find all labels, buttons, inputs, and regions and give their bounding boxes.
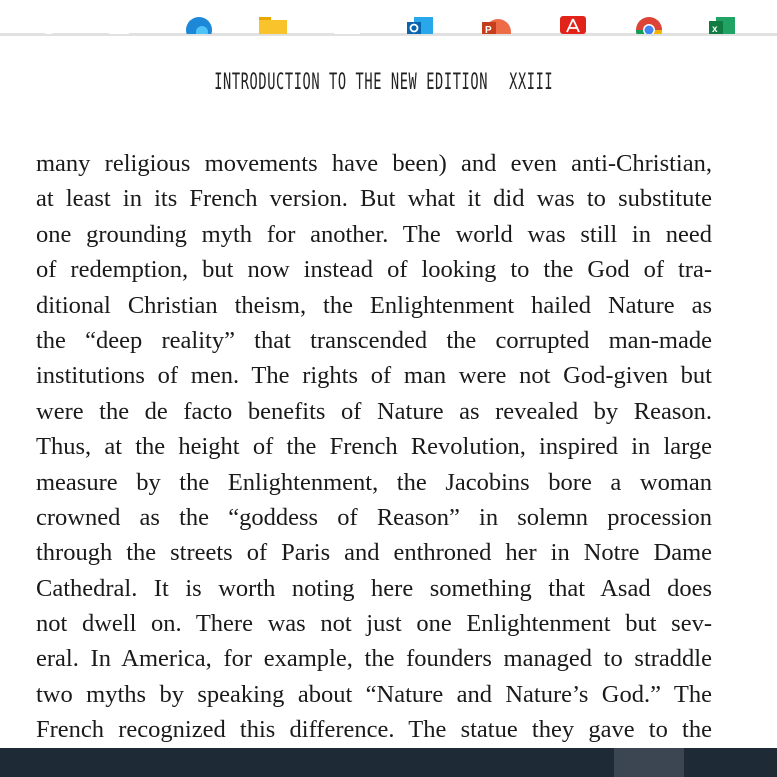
search-icon[interactable] xyxy=(34,14,64,34)
text-line: French recognized this difference. The statue they gave to the xyxy=(36,716,712,744)
text-line: were the de facto benefits of Nature as revealed by Reason. xyxy=(36,397,712,425)
svg-text:P: P xyxy=(485,25,492,34)
page-body-text xyxy=(36,146,712,748)
text-line: institutions of men. The rights of man were not God-given but xyxy=(36,362,712,390)
text-line: the “deep reality” that transcended the corrupted man-made xyxy=(36,326,712,354)
chrome-icon[interactable] xyxy=(634,14,664,34)
text-line: measure by the Enlightenment, the Jacobins bore a woman xyxy=(36,468,712,496)
outlook-icon[interactable] xyxy=(405,14,435,34)
powerpoint-icon[interactable] xyxy=(481,14,511,34)
text-line: through the streets of Paris and enthroned her in Notre Dame xyxy=(36,539,712,567)
svg-text:x: x xyxy=(712,24,718,34)
taskbar-active-app-highlight xyxy=(614,748,684,777)
text-line: many religious movements have been) and even anti-Christian, xyxy=(36,150,712,177)
text-line: at least in its French version. But what it did was to substitute xyxy=(36,185,712,213)
text-line: Thus, at the height of the French Revolution, inspired in large xyxy=(36,433,712,461)
text-line: crowned as the “goddess of Reason” in solemn procession xyxy=(36,503,712,531)
text-line: Cathedral. It is worth noting here something that Asad does xyxy=(36,574,712,602)
running-title: INTRODUCTION TO THE NEW EDITION xyxy=(214,70,489,95)
text-line: of redemption, but now instead of looking to the God of tra- xyxy=(36,256,712,284)
text-line: one grounding myth for another. The world was still in need xyxy=(36,220,712,248)
text-line: not dwell on. There was not just one Enlightenment but sev- xyxy=(36,610,712,638)
text-line: ditional Christian theism, the Enlightenment hailed Nature as xyxy=(36,291,712,319)
task-view-icon[interactable] xyxy=(107,14,137,34)
excel-icon[interactable] xyxy=(707,14,737,34)
text-line: eral. In America, for example, the founders managed to straddle xyxy=(36,645,712,673)
page-number: XXIII xyxy=(509,70,554,95)
edge-icon[interactable] xyxy=(184,14,214,34)
store-icon[interactable] xyxy=(332,14,362,34)
acrobat-icon[interactable] xyxy=(558,14,588,34)
text-line: two myths by speaking about “Nature and Nature’s God.” The xyxy=(36,680,712,708)
file-explorer-icon[interactable] xyxy=(258,14,288,34)
running-header xyxy=(143,70,625,95)
